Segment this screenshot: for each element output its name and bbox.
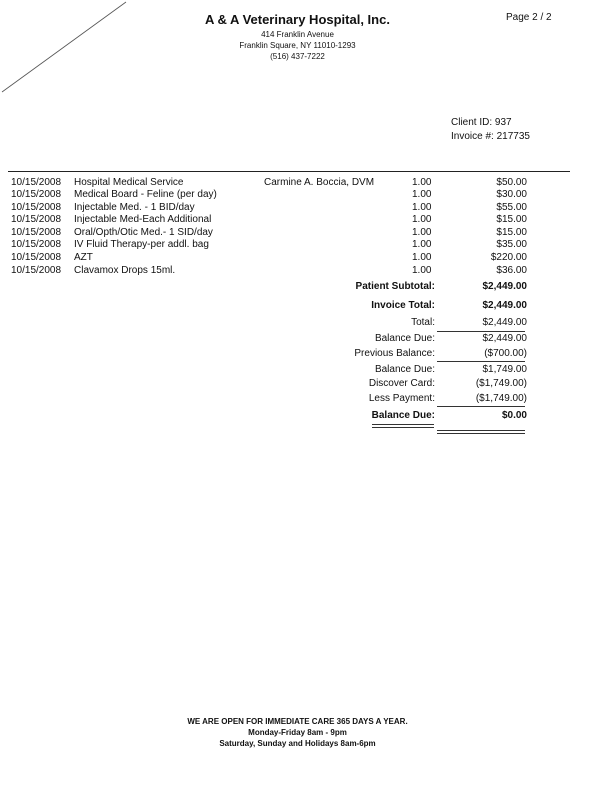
table-row	[0, 214, 595, 227]
previous-balance-underline	[437, 361, 525, 362]
final-label-underline-1	[372, 424, 434, 425]
previous-balance-label: Previous Balance:	[354, 348, 435, 359]
less-payment-value: ($1,749.00)	[475, 393, 527, 404]
discover-card-row	[0, 378, 595, 392]
item-date: 10/15/2008	[11, 214, 62, 225]
invoice-total-value: $2,449.00	[482, 300, 527, 311]
final-balance-due-row	[0, 410, 595, 424]
balance-due-label: Balance Due:	[374, 364, 435, 375]
total-value: $2,449.00	[482, 317, 527, 328]
final-label-underline-2	[372, 427, 434, 428]
less-payment-row	[0, 393, 595, 407]
final-value-underline-2	[437, 433, 525, 434]
item-description: Injectable Med-Each Additional	[74, 214, 212, 225]
discover-card-value: ($1,749.00)	[475, 378, 527, 389]
item-qty: 1.00	[412, 177, 432, 188]
table-row	[0, 265, 595, 278]
total-label: Total:	[411, 317, 435, 328]
hospital-address-line1: 414 Franklin Avenue	[261, 30, 334, 39]
total-row	[0, 317, 595, 331]
total-underline	[437, 331, 525, 332]
hospital-address-line2: Franklin Square, NY 11010-1293	[239, 41, 356, 50]
balance-due-label: Balance Due:	[374, 333, 435, 344]
less-payment-underline	[437, 406, 525, 407]
item-qty: 1.00	[412, 189, 432, 200]
hospital-name: A & A Veterinary Hospital, Inc.	[205, 12, 390, 27]
item-qty: 1.00	[412, 265, 432, 276]
item-date: 10/15/2008	[11, 239, 62, 250]
invoice-total-label: Invoice Total:	[371, 300, 435, 311]
item-amount: $220.00	[490, 252, 527, 263]
table-row	[0, 189, 595, 202]
item-date: 10/15/2008	[11, 227, 62, 238]
footer-hours-headline: WE ARE OPEN FOR IMMEDIATE CARE 365 DAYS A YEAR.	[187, 717, 408, 726]
discover-card-label: Discover Card:	[368, 378, 435, 389]
item-qty: 1.00	[412, 202, 432, 213]
page-number: Page 2 / 2	[506, 12, 552, 23]
item-description: Hospital Medical Service	[74, 177, 184, 188]
balance-due-value: $1,749.00	[482, 364, 527, 375]
item-amount: $30.00	[496, 189, 527, 200]
client-id: Client ID: 937	[451, 117, 512, 128]
item-amount: $36.00	[496, 265, 527, 276]
final-balance-due-value: $0.00	[501, 410, 527, 421]
patient-subtotal-row	[0, 281, 595, 295]
item-description: Oral/Opth/Otic Med.- 1 SID/day	[74, 227, 213, 238]
item-amount: $35.00	[496, 239, 527, 250]
hospital-phone: (516) 437-7222	[270, 52, 325, 61]
previous-balance-row	[0, 348, 595, 362]
balance-due-row	[0, 364, 595, 378]
table-row	[0, 239, 595, 252]
item-qty: 1.00	[412, 227, 432, 238]
balance-due-row	[0, 333, 595, 347]
table-top-rule	[8, 171, 570, 172]
item-qty: 1.00	[412, 214, 432, 225]
item-description: Injectable Med. - 1 BID/day	[74, 202, 195, 213]
table-row	[0, 252, 595, 265]
balance-due-value: $2,449.00	[482, 333, 527, 344]
invoice-number: Invoice #: 217735	[451, 131, 530, 142]
item-date: 10/15/2008	[11, 189, 62, 200]
item-description: AZT	[74, 252, 93, 263]
patient-subtotal-label: Patient Subtotal:	[355, 281, 435, 292]
item-description: Medical Board - Feline (per day)	[74, 189, 217, 200]
footer-weekend-hours: Saturday, Sunday and Holidays 8am-6pm	[219, 739, 376, 748]
final-balance-due-label: Balance Due:	[371, 410, 435, 421]
less-payment-label: Less Payment:	[368, 393, 435, 404]
item-amount: $15.00	[496, 227, 527, 238]
item-doctor: Carmine A. Boccia, DVM	[264, 177, 375, 188]
item-date: 10/15/2008	[11, 265, 62, 276]
item-qty: 1.00	[412, 239, 432, 250]
item-amount: $55.00	[496, 202, 527, 213]
item-description: Clavamox Drops 15ml.	[74, 265, 176, 276]
item-amount: $15.00	[496, 214, 527, 225]
item-amount: $50.00	[496, 177, 527, 188]
invoice-total-row	[0, 300, 595, 314]
item-qty: 1.00	[412, 252, 432, 263]
item-date: 10/15/2008	[11, 252, 62, 263]
patient-subtotal-value: $2,449.00	[482, 281, 527, 292]
item-date: 10/15/2008	[11, 177, 62, 188]
item-date: 10/15/2008	[11, 202, 62, 213]
previous-balance-value: ($700.00)	[484, 348, 527, 359]
footer-weekday-hours: Monday-Friday 8am - 9pm	[248, 728, 347, 737]
final-value-underline-1	[437, 430, 525, 431]
item-description: IV Fluid Therapy-per addl. bag	[74, 239, 209, 250]
